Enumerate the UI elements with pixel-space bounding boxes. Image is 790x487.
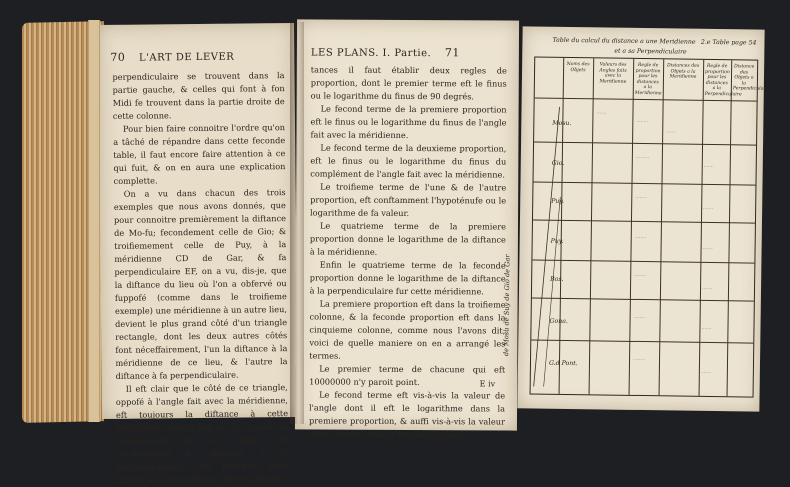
bookmark-ribbon [88,20,100,422]
right-running-title: LES PLANS. I. Partie. [310,47,432,60]
book-gutter-shadow [290,22,304,424]
column-header: Noms des Objets [566,61,590,73]
cell-figures: ········ [636,118,649,125]
cell-figures: ········ [633,356,645,363]
right-paragraph: Le fecond terme de la deuxieme proportion, eft le finus ou le logarithme du finus du complément de l'angle fait avec la méridienne. [310,142,507,180]
right-page-number: 71 [444,46,460,60]
column-header: Valeurs des Angles faits avec la Meridienne [599,62,627,85]
left-paragraph: perpendiculaire se trouvent dans la partie gauche, & celles qui font à fon Midi fe trouvent dans la partie droite de cette colonne. [112,70,285,121]
table-title: Table du calcul du distance a une Meridienne [552,36,696,46]
right-paragraph: Le troifieme terme de l'une & de l'autre proportion, eft conftamment l'hypoténufe ou le logarithme de fa valeur. [310,181,507,219]
right-paragraph: Le quatrieme terme de la premiere proportion donne le logarithme de la diftance à la méridienne. [309,220,507,257]
right-running-head [311,45,460,59]
right-paragraph: Le fecond terme eft vis-à-vis la valeur de l'angle dont il eft le logarithme dans la premiere proportion, & auffi vis-à-vis la valeur de cet angle, dans la feconde propor- [308,389,506,440]
right-paragraph: Enfin le quatrieme terme de la feconde proportion donne le logarithme de la diftance à la perpendiculaire fur cette méridienne. [309,259,506,297]
right-page [295,19,519,440]
table-row-label: Gona. [549,317,568,325]
cell-figures: ········ [634,272,647,279]
table-row-label: Mosu. [552,119,572,128]
cell-figures: ······· [666,129,677,135]
cell-figures: ······· [702,245,713,252]
right-paragraph: Le premier terme de chacune qui eft 10000000 n'y paroit point. [309,363,506,388]
cell-figures: ······· [703,205,714,212]
left-paragraph: Il eft clair que le côté de ce triangle, oppofé à l'angle fait avec la méridienne, eft toujours la diftance à cette méridienne, tandis que le côté oppofé au complément de cet angle eft conftamment la diftance à fa perpendiculaire: c'eft pourquoi pour arriver à la connoiffance de ces deux di- [115,382,289,485]
cell-figures: ········ [635,194,648,201]
column-header: Regle de proportion pour les distances a la Meridienne [634,62,662,96]
right-paragraph: La premiere proportion eft dans la troifieme colonne, & la feconde proportion eft dans la cinquieme colonne, comme nous l'avons dit; voici de quelle maniere on en a arrangé les termes. [309,298,506,361]
side-rotated-label: de Mosu de Suy de Gio de Gar [502,254,512,357]
column-header: Regle de proportion pour les distances a la Perpendiculaire [704,63,742,97]
left-page-number: 70 [110,50,126,64]
left-running-head [110,50,234,64]
cell-figures: ······· [596,110,607,116]
cell-figures: ········ [633,314,646,321]
cell-figures: ······· [702,285,713,292]
table-page-note: 2.e Table page 54 [700,38,757,47]
cell-figures: ······· [703,163,715,170]
table-row-label: Bas. [550,275,564,283]
table-row-label: G.d Pont. [548,359,578,368]
left-running-title: L'ART DE LEVER [138,51,235,64]
cell-figures: ········· [635,154,650,161]
table-row-label: Gio. [551,159,565,167]
foldout-table-page [502,26,770,411]
column-header: Distances des Objets a la Meridienne [667,63,700,80]
left-page [98,23,298,485]
cell-figures: ······· [701,325,712,331]
left-paragraph: Pour bien faire connoitre l'ordre qu'on a tâché de répandre dans cette feconde table, il faut encore faire attention à ce qui fuit, & on en aura une explication complette. [113,122,286,186]
table-diagonal-lines [530,56,770,395]
right-paragraph: Le fecond terme de la premiere proportion eft le finus ou le logarithme du finus de l'angle fait avec la méridienne. [310,103,507,141]
cell-figures: ········ [634,234,647,241]
table-subtitle: et a sa Perpendiculaire [614,47,687,56]
table-row-label: Puy. [550,237,564,245]
cell-figures: ······· [700,369,712,375]
left-page-text [112,69,288,487]
column-header: Distance des Objets a la Perpendiculaire [732,64,770,92]
right-page-text [309,63,507,441]
left-paragraph: On a vu dans chacun des trois exemples que nous avons donnés, que pour connoitre premièrement la diftance de Mo-fu; fecondement celle de Gio; & troifiemement celle de Puy, à la méridienne CD de Gar, & fa perpendiculaire EF, on a vu, dis-je, que la diftance du lieu où l'on a obfervé ou fuppofé (comme dans le troifieme exemple) une méridienne à un autre lieu, devient le plus grand côté d'un triangle rectangle, dont les deux autres côtés font néceffairement, l'un la diftance à la méridienne de ce lieu, & l'autre la diftance à fa perpendiculaire. [113,187,288,381]
signature-mark: E iv [479,379,496,389]
right-paragraph: tances il faut établir deux regles de proportion, dont le premier terme eft le finus ou le logarithme du finus de 90 degrés. [310,64,507,102]
table-row-label: Puy. [551,197,565,205]
